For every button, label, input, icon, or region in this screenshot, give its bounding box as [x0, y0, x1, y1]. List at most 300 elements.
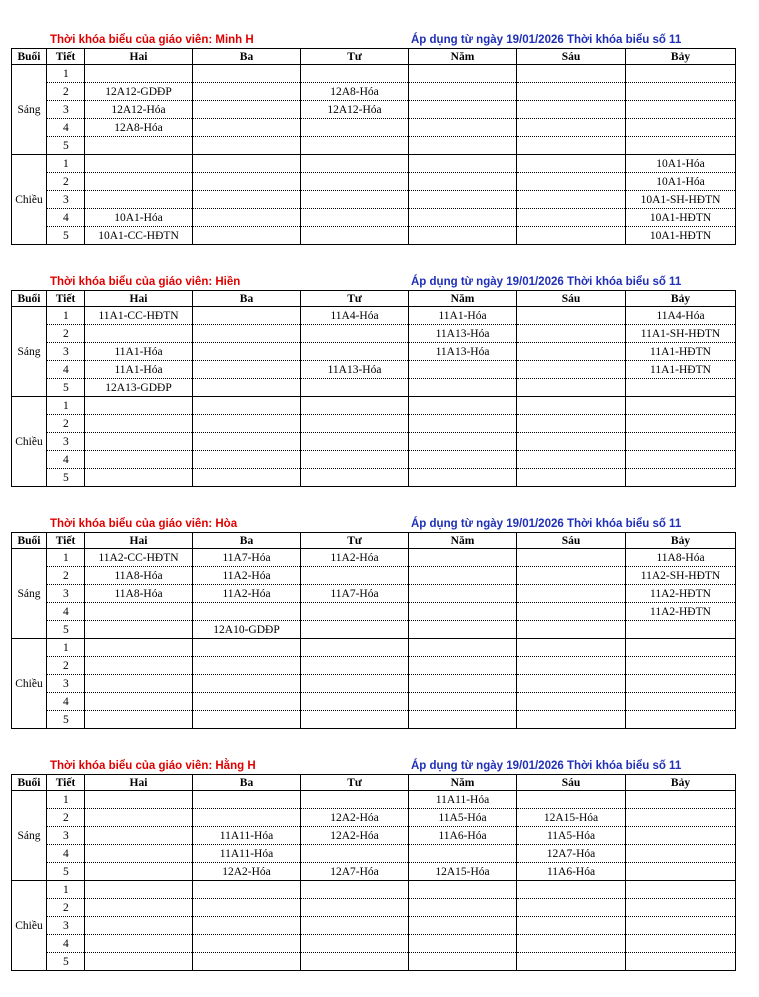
cell-ba	[193, 935, 301, 953]
cell-hai: 10A1-CC-HĐTN	[85, 227, 193, 245]
cell-nam	[409, 881, 517, 899]
cell-bay: 11A4-Hóa	[626, 307, 736, 325]
cell-nam	[409, 83, 517, 101]
cell-tu	[301, 935, 409, 953]
cell-hai: 12A13-GDĐP	[85, 379, 193, 397]
table-row	[12, 227, 736, 245]
cell-tu: 11A13-Hóa	[301, 361, 409, 379]
cell-nam	[409, 711, 517, 729]
cell-nam	[409, 415, 517, 433]
column-header-tiet: Tiết	[47, 775, 85, 791]
cell-hai	[85, 603, 193, 621]
column-header-nam: Năm	[409, 291, 517, 307]
cell-ba	[193, 361, 301, 379]
cell-bay	[626, 137, 736, 155]
cell-hai	[85, 639, 193, 657]
session-label: Chiều	[12, 881, 47, 971]
cell-hai: 12A12-GDĐP	[85, 83, 193, 101]
teacher-schedule	[11, 518, 735, 729]
cell-hai	[85, 415, 193, 433]
header-row	[12, 291, 736, 307]
cell-nam	[409, 451, 517, 469]
cell-hai	[85, 693, 193, 711]
cell-ba	[193, 325, 301, 343]
cell-sau	[517, 415, 626, 433]
period-number: 5	[47, 621, 85, 639]
cell-tu: 12A7-Hóa	[301, 863, 409, 881]
cell-tu	[301, 415, 409, 433]
period-number: 2	[47, 809, 85, 827]
period-number: 4	[47, 361, 85, 379]
column-header-hai: Hai	[85, 49, 193, 65]
period-number: 3	[47, 827, 85, 845]
cell-nam: 11A13-Hóa	[409, 325, 517, 343]
cell-ba: 11A7-Hóa	[193, 549, 301, 567]
teacher-title: Thời khóa biểu của giáo viên: Minh H	[50, 34, 254, 46]
period-number: 1	[47, 65, 85, 83]
cell-hai: 12A12-Hóa	[85, 101, 193, 119]
column-header-hai: Hai	[85, 775, 193, 791]
teacher-schedule	[11, 276, 735, 487]
schedule-header	[11, 276, 735, 290]
cell-hai	[85, 953, 193, 971]
table-row	[12, 65, 736, 83]
column-header-ba: Ba	[193, 775, 301, 791]
table-row	[12, 827, 736, 845]
cell-ba	[193, 639, 301, 657]
cell-tu: 11A4-Hóa	[301, 307, 409, 325]
cell-bay	[626, 397, 736, 415]
cell-bay	[626, 953, 736, 971]
cell-ba	[193, 173, 301, 191]
cell-nam	[409, 639, 517, 657]
table-row	[12, 83, 736, 101]
cell-bay	[626, 469, 736, 487]
cell-bay: 11A1-HĐTN	[626, 361, 736, 379]
session-label: Sáng	[12, 791, 47, 881]
cell-ba	[193, 227, 301, 245]
cell-tu	[301, 639, 409, 657]
column-header-tu: Tư	[301, 533, 409, 549]
table-row	[12, 791, 736, 809]
cell-nam	[409, 379, 517, 397]
cell-tu	[301, 791, 409, 809]
cell-nam: 11A5-Hóa	[409, 809, 517, 827]
cell-ba	[193, 791, 301, 809]
cell-tu	[301, 693, 409, 711]
table-row	[12, 809, 736, 827]
period-number: 1	[47, 639, 85, 657]
cell-nam	[409, 917, 517, 935]
cell-hai	[85, 191, 193, 209]
cell-nam	[409, 361, 517, 379]
apply-date-text: Áp dụng từ ngày 19/01/2026 Thời khóa biểu số 11	[411, 518, 682, 530]
cell-hai	[85, 791, 193, 809]
cell-nam	[409, 675, 517, 693]
cell-nam	[409, 101, 517, 119]
cell-tu	[301, 343, 409, 361]
cell-hai	[85, 137, 193, 155]
cell-sau	[517, 621, 626, 639]
table-row	[12, 845, 736, 863]
cell-nam: 12A15-Hóa	[409, 863, 517, 881]
period-number: 5	[47, 227, 85, 245]
cell-sau	[517, 119, 626, 137]
cell-bay: 10A1-Hóa	[626, 155, 736, 173]
cell-bay	[626, 675, 736, 693]
period-number: 4	[47, 603, 85, 621]
cell-tu	[301, 567, 409, 585]
column-header-tiet: Tiết	[47, 49, 85, 65]
cell-sau	[517, 343, 626, 361]
timetable	[11, 774, 736, 971]
cell-nam	[409, 155, 517, 173]
cell-sau	[517, 711, 626, 729]
cell-bay	[626, 845, 736, 863]
period-number: 1	[47, 307, 85, 325]
session-label: Chiều	[12, 155, 47, 245]
cell-bay: 10A1-HĐTN	[626, 227, 736, 245]
period-number: 2	[47, 899, 85, 917]
table-row	[12, 119, 736, 137]
column-header-nam: Năm	[409, 775, 517, 791]
column-header-sau: Sáu	[517, 533, 626, 549]
column-header-buoi: Buổi	[12, 49, 47, 65]
cell-hai	[85, 917, 193, 935]
schedule-header	[11, 760, 735, 774]
cell-tu	[301, 881, 409, 899]
cell-bay	[626, 863, 736, 881]
column-header-tu: Tư	[301, 49, 409, 65]
cell-nam	[409, 935, 517, 953]
cell-nam: 11A1-Hóa	[409, 307, 517, 325]
schedule-header	[11, 34, 735, 48]
table-row	[12, 101, 736, 119]
cell-hai: 11A2-CC-HĐTN	[85, 549, 193, 567]
column-header-bay: Bảy	[626, 291, 736, 307]
cell-ba	[193, 209, 301, 227]
cell-nam: 11A13-Hóa	[409, 343, 517, 361]
cell-bay	[626, 693, 736, 711]
table-row	[12, 693, 736, 711]
period-number: 3	[47, 191, 85, 209]
cell-tu	[301, 711, 409, 729]
cell-hai: 12A8-Hóa	[85, 119, 193, 137]
column-header-tu: Tư	[301, 291, 409, 307]
cell-tu	[301, 845, 409, 863]
cell-tu	[301, 433, 409, 451]
header-row	[12, 49, 736, 65]
teacher-title: Thời khóa biểu của giáo viên: Hằng H	[50, 760, 256, 772]
cell-sau: 11A5-Hóa	[517, 827, 626, 845]
cell-hai	[85, 325, 193, 343]
period-number: 1	[47, 881, 85, 899]
cell-bay: 10A1-Hóa	[626, 173, 736, 191]
cell-tu	[301, 379, 409, 397]
table-row	[12, 173, 736, 191]
cell-tu: 12A2-Hóa	[301, 809, 409, 827]
cell-bay: 11A2-HĐTN	[626, 585, 736, 603]
cell-hai	[85, 863, 193, 881]
cell-bay	[626, 935, 736, 953]
table-row	[12, 397, 736, 415]
table-row	[12, 325, 736, 343]
cell-tu	[301, 137, 409, 155]
cell-hai	[85, 675, 193, 693]
period-number: 3	[47, 917, 85, 935]
cell-ba: 11A11-Hóa	[193, 827, 301, 845]
cell-sau	[517, 137, 626, 155]
cell-hai: 11A1-Hóa	[85, 343, 193, 361]
cell-hai	[85, 657, 193, 675]
cell-ba	[193, 65, 301, 83]
cell-ba	[193, 603, 301, 621]
column-header-ba: Ba	[193, 533, 301, 549]
cell-sau	[517, 397, 626, 415]
table-row	[12, 379, 736, 397]
cell-nam	[409, 657, 517, 675]
cell-hai	[85, 451, 193, 469]
cell-ba	[193, 881, 301, 899]
table-row	[12, 209, 736, 227]
cell-bay: 10A1-HĐTN	[626, 209, 736, 227]
cell-bay	[626, 621, 736, 639]
cell-bay	[626, 881, 736, 899]
cell-sau: 11A6-Hóa	[517, 863, 626, 881]
period-number: 4	[47, 845, 85, 863]
cell-nam	[409, 209, 517, 227]
cell-nam	[409, 549, 517, 567]
cell-nam	[409, 585, 517, 603]
session-label: Sáng	[12, 65, 47, 155]
timetable	[11, 48, 736, 245]
cell-hai	[85, 65, 193, 83]
teacher-schedule	[11, 34, 735, 245]
column-header-hai: Hai	[85, 533, 193, 549]
cell-sau	[517, 935, 626, 953]
cell-nam	[409, 845, 517, 863]
apply-date-text: Áp dụng từ ngày 19/01/2026 Thời khóa biểu số 11	[411, 34, 682, 46]
cell-nam	[409, 433, 517, 451]
cell-sau	[517, 603, 626, 621]
cell-tu	[301, 899, 409, 917]
period-number: 2	[47, 325, 85, 343]
cell-tu	[301, 65, 409, 83]
session-label: Sáng	[12, 307, 47, 397]
column-header-nam: Năm	[409, 533, 517, 549]
period-number: 4	[47, 209, 85, 227]
cell-tu	[301, 917, 409, 935]
table-row	[12, 451, 736, 469]
table-row	[12, 953, 736, 971]
cell-nam	[409, 567, 517, 585]
table-row	[12, 621, 736, 639]
cell-sau	[517, 173, 626, 191]
cell-sau	[517, 433, 626, 451]
cell-bay: 11A2-HĐTN	[626, 603, 736, 621]
period-number: 3	[47, 343, 85, 361]
cell-tu	[301, 397, 409, 415]
period-number: 3	[47, 585, 85, 603]
table-row	[12, 415, 736, 433]
period-number: 1	[47, 397, 85, 415]
period-number: 2	[47, 567, 85, 585]
cell-sau	[517, 379, 626, 397]
cell-tu	[301, 191, 409, 209]
cell-hai: 11A8-Hóa	[85, 585, 193, 603]
cell-tu	[301, 173, 409, 191]
cell-nam	[409, 693, 517, 711]
cell-sau	[517, 675, 626, 693]
header-row	[12, 775, 736, 791]
cell-tu	[301, 155, 409, 173]
cell-ba	[193, 953, 301, 971]
cell-ba	[193, 675, 301, 693]
cell-sau	[517, 567, 626, 585]
cell-bay	[626, 899, 736, 917]
period-number: 5	[47, 863, 85, 881]
cell-tu: 12A2-Hóa	[301, 827, 409, 845]
cell-ba	[193, 657, 301, 675]
column-header-ba: Ba	[193, 291, 301, 307]
period-number: 5	[47, 711, 85, 729]
cell-hai	[85, 155, 193, 173]
cell-tu	[301, 953, 409, 971]
column-header-buoi: Buổi	[12, 533, 47, 549]
session-label: Chiều	[12, 397, 47, 487]
cell-sau	[517, 657, 626, 675]
cell-tu: 11A2-Hóa	[301, 549, 409, 567]
cell-nam	[409, 191, 517, 209]
cell-ba	[193, 307, 301, 325]
table-row	[12, 639, 736, 657]
table-row	[12, 935, 736, 953]
cell-hai: 11A1-Hóa	[85, 361, 193, 379]
table-row	[12, 603, 736, 621]
cell-sau	[517, 83, 626, 101]
cell-hai	[85, 433, 193, 451]
cell-bay	[626, 433, 736, 451]
cell-sau	[517, 469, 626, 487]
cell-ba	[193, 899, 301, 917]
cell-ba	[193, 83, 301, 101]
cell-nam	[409, 469, 517, 487]
cell-ba	[193, 101, 301, 119]
cell-ba	[193, 469, 301, 487]
table-row	[12, 881, 736, 899]
teacher-title: Thời khóa biểu của giáo viên: Hiền	[50, 276, 241, 288]
cell-nam: 11A11-Hóa	[409, 791, 517, 809]
cell-sau	[517, 307, 626, 325]
cell-ba	[193, 415, 301, 433]
cell-tu	[301, 675, 409, 693]
cell-bay	[626, 65, 736, 83]
cell-tu: 11A7-Hóa	[301, 585, 409, 603]
cell-tu	[301, 119, 409, 137]
cell-ba	[193, 397, 301, 415]
cell-ba	[193, 917, 301, 935]
cell-ba	[193, 191, 301, 209]
table-row	[12, 675, 736, 693]
cell-hai	[85, 621, 193, 639]
cell-bay	[626, 415, 736, 433]
cell-ba: 12A10-GDĐP	[193, 621, 301, 639]
session-label: Chiều	[12, 639, 47, 729]
column-header-bay: Bảy	[626, 775, 736, 791]
cell-hai: 10A1-Hóa	[85, 209, 193, 227]
table-row	[12, 899, 736, 917]
column-header-tiet: Tiết	[47, 533, 85, 549]
cell-nam: 11A6-Hóa	[409, 827, 517, 845]
column-header-buoi: Buổi	[12, 775, 47, 791]
cell-bay	[626, 657, 736, 675]
cell-hai	[85, 397, 193, 415]
cell-ba	[193, 379, 301, 397]
cell-bay: 10A1-SH-HĐTN	[626, 191, 736, 209]
table-row	[12, 657, 736, 675]
timetable	[11, 290, 736, 487]
cell-sau	[517, 693, 626, 711]
cell-nam	[409, 65, 517, 83]
cell-ba	[193, 711, 301, 729]
cell-nam	[409, 137, 517, 155]
cell-tu	[301, 325, 409, 343]
period-number: 2	[47, 657, 85, 675]
period-number: 5	[47, 379, 85, 397]
cell-sau	[517, 65, 626, 83]
cell-tu	[301, 451, 409, 469]
cell-bay	[626, 379, 736, 397]
period-number: 3	[47, 101, 85, 119]
cell-hai	[85, 935, 193, 953]
cell-tu	[301, 603, 409, 621]
cell-bay	[626, 451, 736, 469]
period-number: 2	[47, 83, 85, 101]
column-header-sau: Sáu	[517, 775, 626, 791]
period-number: 4	[47, 451, 85, 469]
cell-hai	[85, 845, 193, 863]
cell-sau	[517, 227, 626, 245]
cell-nam	[409, 621, 517, 639]
column-header-bay: Bảy	[626, 533, 736, 549]
column-header-hai: Hai	[85, 291, 193, 307]
table-row	[12, 863, 736, 881]
cell-sau	[517, 155, 626, 173]
table-row	[12, 917, 736, 935]
period-number: 1	[47, 155, 85, 173]
column-header-tiet: Tiết	[47, 291, 85, 307]
cell-ba	[193, 343, 301, 361]
cell-tu	[301, 657, 409, 675]
cell-bay	[626, 119, 736, 137]
apply-date-text: Áp dụng từ ngày 19/01/2026 Thời khóa biểu số 11	[411, 760, 682, 772]
table-row	[12, 585, 736, 603]
column-header-buoi: Buổi	[12, 291, 47, 307]
cell-sau	[517, 881, 626, 899]
cell-ba: 12A2-Hóa	[193, 863, 301, 881]
cell-hai	[85, 173, 193, 191]
column-header-sau: Sáu	[517, 291, 626, 307]
header-row	[12, 533, 736, 549]
apply-date-text: Áp dụng từ ngày 19/01/2026 Thời khóa biểu số 11	[411, 276, 682, 288]
cell-sau	[517, 953, 626, 971]
cell-nam	[409, 603, 517, 621]
column-header-ba: Ba	[193, 49, 301, 65]
cell-sau: 12A7-Hóa	[517, 845, 626, 863]
cell-tu: 12A12-Hóa	[301, 101, 409, 119]
cell-bay: 11A8-Hóa	[626, 549, 736, 567]
timetable	[11, 532, 736, 729]
